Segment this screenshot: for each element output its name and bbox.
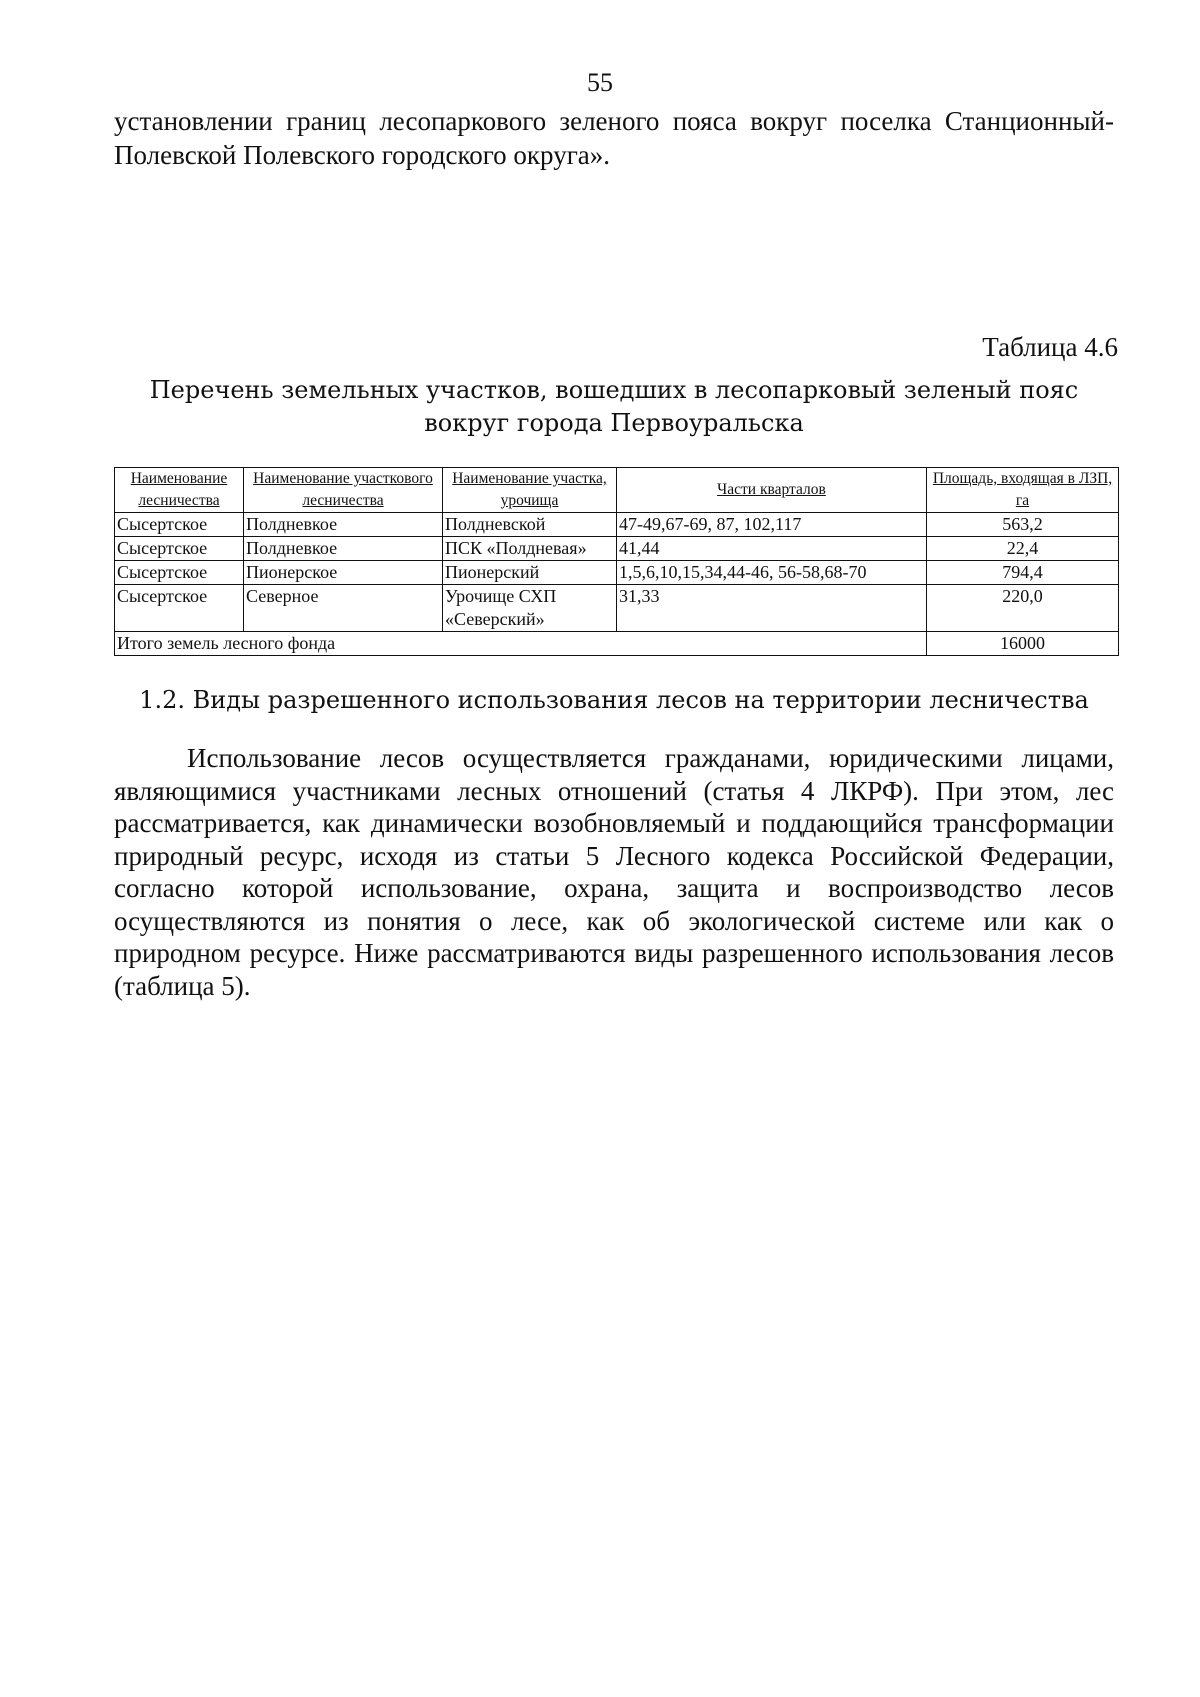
total-value: 16000 bbox=[927, 632, 1119, 656]
table-title: Перечень земельных участков, вошедших в лесопарковый зеленый пояс вокруг города Первоуральска bbox=[149, 376, 1079, 437]
cell-plot-name: Урочище СХП «Северский» bbox=[443, 585, 617, 632]
cell-plot-name: ПСК «Полдневая» bbox=[443, 537, 617, 561]
cell-forestry: Сысертское bbox=[115, 585, 244, 632]
table-total-row bbox=[115, 632, 1119, 656]
total-label: Итого земель лесного фонда bbox=[115, 632, 927, 656]
section-heading: 1.2. Виды разрешенного использования лесов на территории лесничества bbox=[139, 686, 1089, 714]
cell-district-forestry: Пионерское bbox=[244, 561, 443, 585]
cell-quarter-parts: 47-49,67-69, 87, 102,117 bbox=[617, 513, 927, 537]
cell-area: 794,4 bbox=[927, 561, 1119, 585]
header-area: Площадь, входящая в ЛЗП, га bbox=[927, 468, 1119, 513]
table-header-row bbox=[115, 468, 1119, 513]
table-caption: Таблица 4.6 bbox=[982, 332, 1118, 362]
header-plot-name: Наименование участка, урочища bbox=[443, 468, 617, 513]
header-quarter-parts: Части кварталов bbox=[617, 468, 927, 513]
cell-area: 22,4 bbox=[927, 537, 1119, 561]
cell-district-forestry: Северное bbox=[244, 585, 443, 632]
table-row bbox=[115, 561, 1119, 585]
header-district-forestry: Наименование участкового лесничества bbox=[244, 468, 443, 513]
page-number: 55 bbox=[587, 68, 613, 97]
land-plots-table bbox=[114, 467, 1119, 656]
table-row bbox=[115, 585, 1119, 632]
table-row bbox=[115, 513, 1119, 537]
cell-plot-name: Пионерский bbox=[443, 561, 617, 585]
cell-quarter-parts: 31,33 bbox=[617, 585, 927, 632]
cell-plot-name: Полдневской bbox=[443, 513, 617, 537]
cell-forestry: Сысертское bbox=[115, 537, 244, 561]
cell-forestry: Сысертское bbox=[115, 513, 244, 537]
intro-paragraph: установлении границ лесопаркового зеленого пояса вокруг поселка Станционный-Полевской Полевского городского округа». bbox=[114, 106, 1114, 170]
cell-quarter-parts: 1,5,6,10,15,34,44-46, 56-58,68-70 bbox=[617, 561, 927, 585]
cell-forestry: Сысертское bbox=[115, 561, 244, 585]
cell-district-forestry: Полдневкое bbox=[244, 537, 443, 561]
header-forestry: Наименование лесничества bbox=[115, 468, 244, 513]
table-row bbox=[115, 537, 1119, 561]
cell-quarter-parts: 41,44 bbox=[617, 537, 927, 561]
cell-district-forestry: Полдневкое bbox=[244, 513, 443, 537]
cell-area: 220,0 bbox=[927, 585, 1119, 632]
body-paragraph: Использование лесов осуществляется гражданами, юридическими лицами, являющимися участниками лесных отношений (статья 4 ЛКРФ). При этом, лес рассматривается, как динамически возобновляемый и поддающийся трансформации природный ресурс, исходя из статьи 5 Лесного кодекса Российской Федерации, согласно которой использование, охрана, защита и воспроизводство лесов осуществляются из понятия о лесе, как об экологической системе или как о природном ресурсе. Ниже рассматриваются виды разрешенного использования лесов (таблица 5). bbox=[114, 743, 1114, 1001]
cell-area: 563,2 bbox=[927, 513, 1119, 537]
